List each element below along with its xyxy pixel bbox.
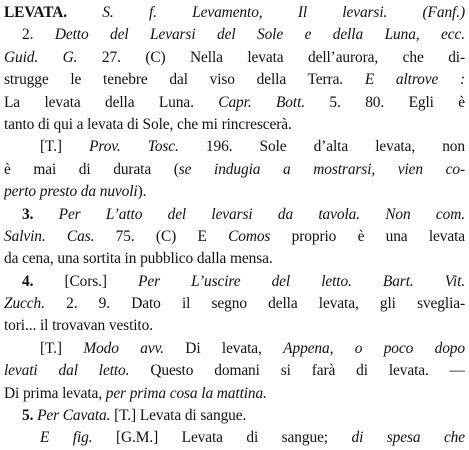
text-segment: di spesa che	[351, 429, 465, 447]
text-line	[4, 405, 465, 427]
text-segment: Comos	[228, 227, 271, 245]
text-segment: Prov. Tosc.	[89, 138, 179, 156]
text-line	[4, 92, 465, 114]
text-segment: per prima cosa la mattina.	[105, 384, 267, 402]
text-line	[4, 204, 465, 226]
text-segment: [T.]	[40, 138, 90, 156]
text-segment: è mai di durata (	[4, 160, 179, 178]
text-segment: Salvin. Cas.	[4, 227, 95, 245]
text-line	[4, 114, 465, 136]
text-line	[4, 360, 465, 382]
text-segment: E altrove :	[364, 71, 465, 89]
headword: LEVATA.	[4, 4, 68, 21]
text-line	[4, 293, 465, 315]
text-segment: [T.]	[40, 339, 84, 357]
text-segment: se indugia a mostrarsi, vien co-	[178, 160, 465, 178]
text-line	[4, 159, 465, 181]
text-segment: 3.	[22, 205, 59, 223]
text-line	[4, 47, 465, 69]
text-segment: Appena, o poco dopo	[283, 339, 465, 357]
text-line	[4, 2, 465, 24]
text-line	[4, 181, 465, 203]
text-line	[4, 383, 465, 405]
text-segment: [Cors.]	[64, 272, 139, 290]
text-line	[4, 427, 465, 449]
text-segment: [T.] Levata di sangue.	[110, 407, 247, 425]
text-segment: Per L’atto del levarsi da tavola. Non com.	[58, 205, 465, 223]
text-line	[4, 271, 465, 293]
text-segment: Per Cavata.	[37, 407, 111, 425]
text-segment: E fig.	[40, 429, 93, 447]
text-line	[4, 315, 465, 337]
text-segment: ).	[137, 183, 147, 201]
text-line	[4, 136, 465, 158]
text-segment: levati dal letto.	[4, 362, 130, 380]
text-segment: Guid. G.	[4, 48, 78, 66]
text-segment: perto presto da nuvoli	[4, 183, 138, 201]
text-line	[4, 24, 465, 46]
text-segment: S. f. Levamento, Il levarsi. (Fanf.)	[102, 4, 465, 21]
text-line	[4, 338, 465, 360]
text-line	[4, 226, 465, 248]
text-segment: 2. 9. Dato il segno della levata, gli sveglia-	[44, 295, 465, 313]
text-line	[4, 69, 465, 91]
text-segment: 5. 80. Egli è	[305, 93, 465, 111]
text-segment: Di levata,	[163, 339, 284, 357]
text-segment: Modo avv.	[83, 339, 164, 357]
text-segment: 4.	[22, 272, 65, 290]
text-segment: 27. (C) Nella levata dell’aurora, che di-	[77, 48, 465, 66]
text-segment: Questo domani si farà di levata. —	[129, 362, 465, 380]
text-segment: Di prima levata,	[4, 384, 106, 402]
text-segment: 75. (C) E	[94, 227, 229, 245]
text-segment	[67, 4, 102, 21]
text-segment: strugge le tenebre dal viso della Terra.	[4, 71, 365, 89]
text-segment: [G.M.] Levata di sangue;	[92, 429, 352, 447]
dictionary-entry-levata	[4, 2, 465, 450]
text-segment: 2.	[22, 26, 55, 44]
text-segment: proprio è una levata	[270, 227, 465, 245]
text-segment: Per L’uscire del letto. Bart. Vit.	[138, 272, 465, 290]
text-segment: 5.	[22, 407, 38, 425]
text-segment: da cena, una sortita in pubblico dalla mensa.	[4, 250, 273, 268]
text-segment: Detto del Levarsi del Sole e della Luna, ecc.	[54, 26, 465, 44]
text-segment: tanto di qui a levata di Sole, che mi rincrescerà.	[4, 115, 292, 133]
text-line	[4, 248, 465, 270]
text-segment: La levata della Luna.	[4, 93, 219, 111]
text-segment: 196. Sole d’alta levata, non	[178, 138, 465, 156]
text-segment: Capr. Bott.	[218, 93, 305, 111]
text-segment: Zucch.	[4, 295, 45, 313]
text-segment: tori... il trovavan vestito.	[4, 317, 153, 335]
